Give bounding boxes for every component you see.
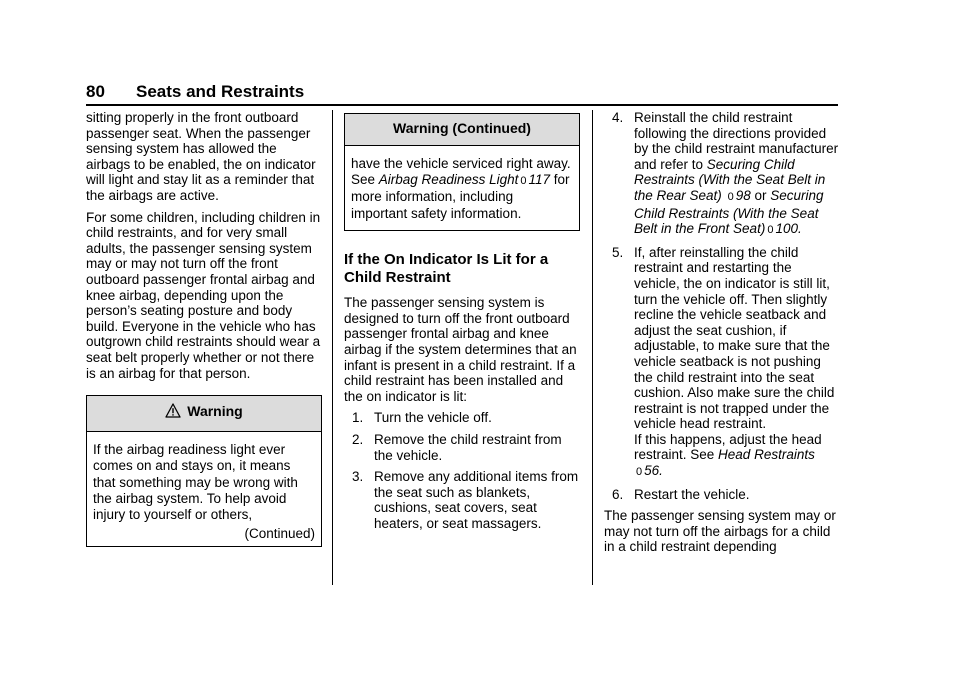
step-number: 3. [352,469,364,485]
step-number: 2. [352,431,364,447]
cross-reference-link[interactable]: Head Restraints [718,447,815,463]
step-text: Turn the vehicle off. [374,410,492,426]
list-item [604,245,840,481]
warning-text: for more information, including important safety information. [351,172,570,221]
step-text: or [750,187,771,203]
step-text: If this happens, adjust the head restraint. See [634,431,822,463]
list-item [344,410,580,426]
list-item [604,110,840,239]
cross-reference-link[interactable]: Securing Child Restraints (With the Seat Belt in the Front Seat) [634,187,824,237]
warning-body [345,146,579,231]
steps-list [604,110,840,502]
step-number: 4. [612,110,624,125]
column-1 [86,110,322,547]
page-ref-symbol: 0 [767,224,774,237]
step-text: If, after reinstalling the child restraint and restarting the vehicle, the on indicator is still lit, turn the vehicle off. Then slightly recline the vehicle seatback and adjust the seat cushion, if adjustable, to make sure that the vehicle seatback is not pushing the child restraint into the seat cushion. Also make sure the child restraint is not trapped under the vehicle head restraint. [634,244,835,432]
steps-list [344,410,580,531]
warning-header: Warning (Continued) [345,114,579,146]
warning-box [86,395,322,547]
paragraph: For some children, including children in child restraints, and for very small adults, the passenger sensing system may or may not turn off the front outboard passenger frontal airbag and knee airbag, depending upon the person’s seating posture and body build. Everyone in the vehicle who has outgrown child restraints should wear a seat belt properly whether or not there is an airbag for that person. [86,209,321,381]
warning-title: Warning [187,403,243,420]
step-text: Remove the child restraint from the vehicle. [374,431,562,463]
warning-triangle-icon [165,403,181,423]
continued-label: (Continued) [244,525,315,541]
page-header [86,82,838,106]
page-ref[interactable]: 117 [528,172,551,187]
cross-reference-link[interactable]: Securing Child Restraints (With the Seat Belt in the Rear Seat) [634,156,826,203]
list-item [604,487,840,503]
step-number: 1. [352,410,364,426]
paragraph: sitting properly in the front outboard passenger seat. When the passenger sensing system has allowed the airbags to be enabled, the on indicator will light and stay lit as a reminder that the airbags are active. [86,110,316,203]
step-text: Restart the vehicle. [634,486,750,502]
list-item [344,432,580,463]
step-text: Reinstall the child restraint following the directions provided by the child restraint manufacturer and refer to [634,110,839,172]
page-number: 80 [86,82,105,101]
list-item [344,469,580,531]
warning-text: have the vehicle serviced right away. See [351,155,571,187]
column-3 [604,110,840,561]
page-ref-symbol: 0 [520,175,527,187]
page-ref-symbol: 0 [636,466,643,479]
column-2 [344,110,580,538]
paragraph: The passenger sensing system is designed to turn off the front outboard passenger frontal airbag and knee airbag if the system determines that an infant is present in a child restraint. If a child restraint has been installed and the on indicator is lit: [344,295,577,404]
section-title: Seats and Restraints [136,82,305,101]
step-number: 6. [612,486,624,502]
column-divider [332,110,333,585]
column-divider [592,110,593,585]
warning-header [87,396,321,432]
paragraph: The passenger sensing system may or may not turn off the airbags for a child in a child restraint depending [604,508,836,555]
step-number: 5. [612,244,624,260]
page-ref[interactable]: 98 [735,187,751,203]
warning-text: If the airbag readiness light ever comes on and stays on, it means that something may be wrong with the airbag system. To help avoid injury to yourself or others, [93,441,298,523]
page-ref[interactable]: 100. [775,221,802,237]
page-ref[interactable]: 56. [644,463,663,479]
cross-reference-link[interactable]: Airbag Readiness Light [378,172,519,187]
warning-body [87,432,321,546]
step-text: Remove any additional items from the seat such as blankets, cushions, seat covers, seat heaters, or seat massagers. [374,469,579,531]
warning-box-continued [344,113,580,231]
subheading: If the On Indicator Is Lit for a Child Restraint [344,251,549,287]
page-ref-symbol: 0 [727,190,734,203]
